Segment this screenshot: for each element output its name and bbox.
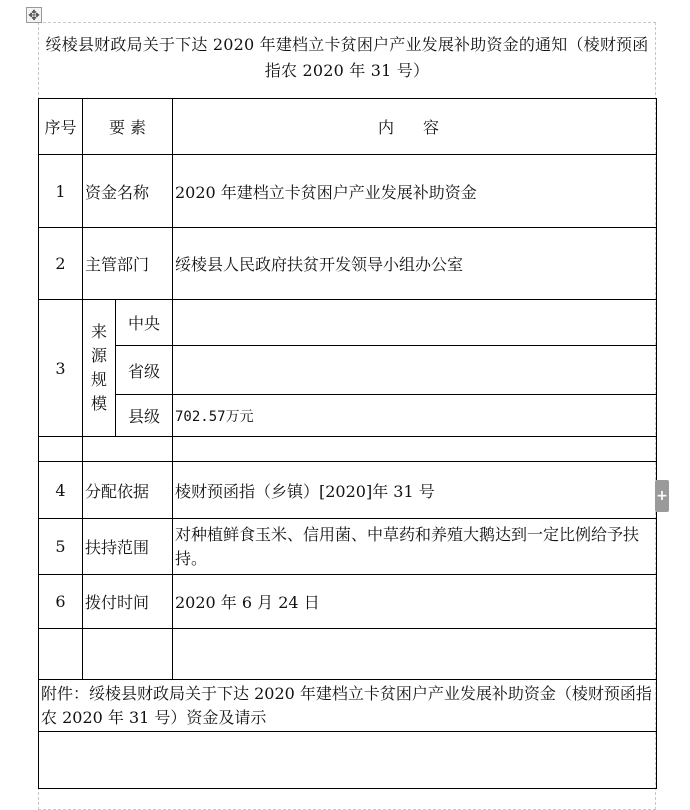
empty-row bbox=[39, 732, 657, 789]
row-content[interactable]: 2020 年建档立卡贫困户产业发展补助资金 bbox=[173, 155, 657, 228]
row-element: 分配依据 bbox=[83, 462, 173, 519]
empty-row bbox=[39, 629, 657, 680]
header-row bbox=[39, 99, 657, 155]
row-content[interactable]: 2020 年 6 月 24 日 bbox=[173, 575, 657, 629]
plus-icon[interactable]: + bbox=[655, 480, 669, 512]
source-scale-label bbox=[83, 300, 116, 437]
row-content[interactable]: 绥棱县人民政府扶贫开发领导小组办公室 bbox=[173, 228, 657, 300]
sub-content-central[interactable] bbox=[173, 300, 657, 346]
table-row bbox=[39, 462, 657, 519]
empty-row bbox=[39, 437, 657, 462]
row-element: 主管部门 bbox=[83, 228, 173, 300]
row-number: 1 bbox=[39, 155, 83, 228]
table-row bbox=[39, 575, 657, 629]
table-row bbox=[39, 228, 657, 300]
row-element: 资金名称 bbox=[83, 155, 173, 228]
table-row bbox=[39, 346, 657, 395]
source-scale-char: 来 bbox=[90, 322, 107, 341]
row-element: 扶持范围 bbox=[83, 519, 173, 575]
row-number: 6 bbox=[39, 575, 83, 629]
header-no: 序号 bbox=[39, 99, 83, 155]
sub-content-county[interactable]: 702.57万元 bbox=[173, 395, 657, 437]
row-content[interactable]: 棱财预函指（乡镇）[2020]年 31 号 bbox=[173, 462, 657, 519]
header-elements: 要 素 bbox=[83, 99, 173, 155]
row-number: 4 bbox=[39, 462, 83, 519]
table-row bbox=[39, 300, 657, 346]
header-content: 内 容 bbox=[173, 99, 657, 155]
sub-label-central: 中央 bbox=[116, 300, 173, 346]
source-scale-char: 源 bbox=[90, 346, 107, 365]
empty-cell[interactable] bbox=[39, 629, 83, 680]
empty-cell[interactable] bbox=[173, 629, 657, 680]
sub-label-county: 县级 bbox=[116, 395, 173, 437]
sub-content-provincial[interactable] bbox=[173, 346, 657, 395]
row-element: 拨付时间 bbox=[83, 575, 173, 629]
sub-label-provincial: 省级 bbox=[116, 346, 173, 395]
empty-cell[interactable] bbox=[39, 732, 657, 789]
empty-cell[interactable] bbox=[83, 629, 173, 680]
attachment-row bbox=[39, 680, 657, 732]
funding-table bbox=[38, 98, 657, 789]
table-row bbox=[39, 519, 657, 575]
table-row bbox=[39, 155, 657, 228]
move-cross-icon[interactable]: ✥ bbox=[26, 7, 42, 23]
source-scale-char: 规 bbox=[90, 370, 107, 389]
empty-cell[interactable] bbox=[83, 437, 173, 462]
attachment-note[interactable]: 附件：绥棱县财政局关于下达 2020 年建档立卡贫困户产业发展补助资金（棱财预函指农 2020 年 31 号）资金及请示 bbox=[39, 680, 657, 732]
row-number: 5 bbox=[39, 519, 83, 575]
empty-cell[interactable] bbox=[39, 437, 83, 462]
source-scale-char: 模 bbox=[90, 394, 107, 413]
row-content[interactable]: 对种植鲜食玉米、信用菌、中草药和养殖大鹅达到一定比例给予扶持。 bbox=[173, 519, 657, 575]
document-title: 绥棱县财政局关于下达 2020 年建档立卡贫困户产业发展补助资金的通知（棱财预函指农 2020 年 31 号） bbox=[45, 35, 649, 80]
row-number: 2 bbox=[39, 228, 83, 300]
table-row bbox=[39, 395, 657, 437]
row-number: 3 bbox=[39, 300, 83, 437]
empty-cell[interactable] bbox=[173, 437, 657, 462]
